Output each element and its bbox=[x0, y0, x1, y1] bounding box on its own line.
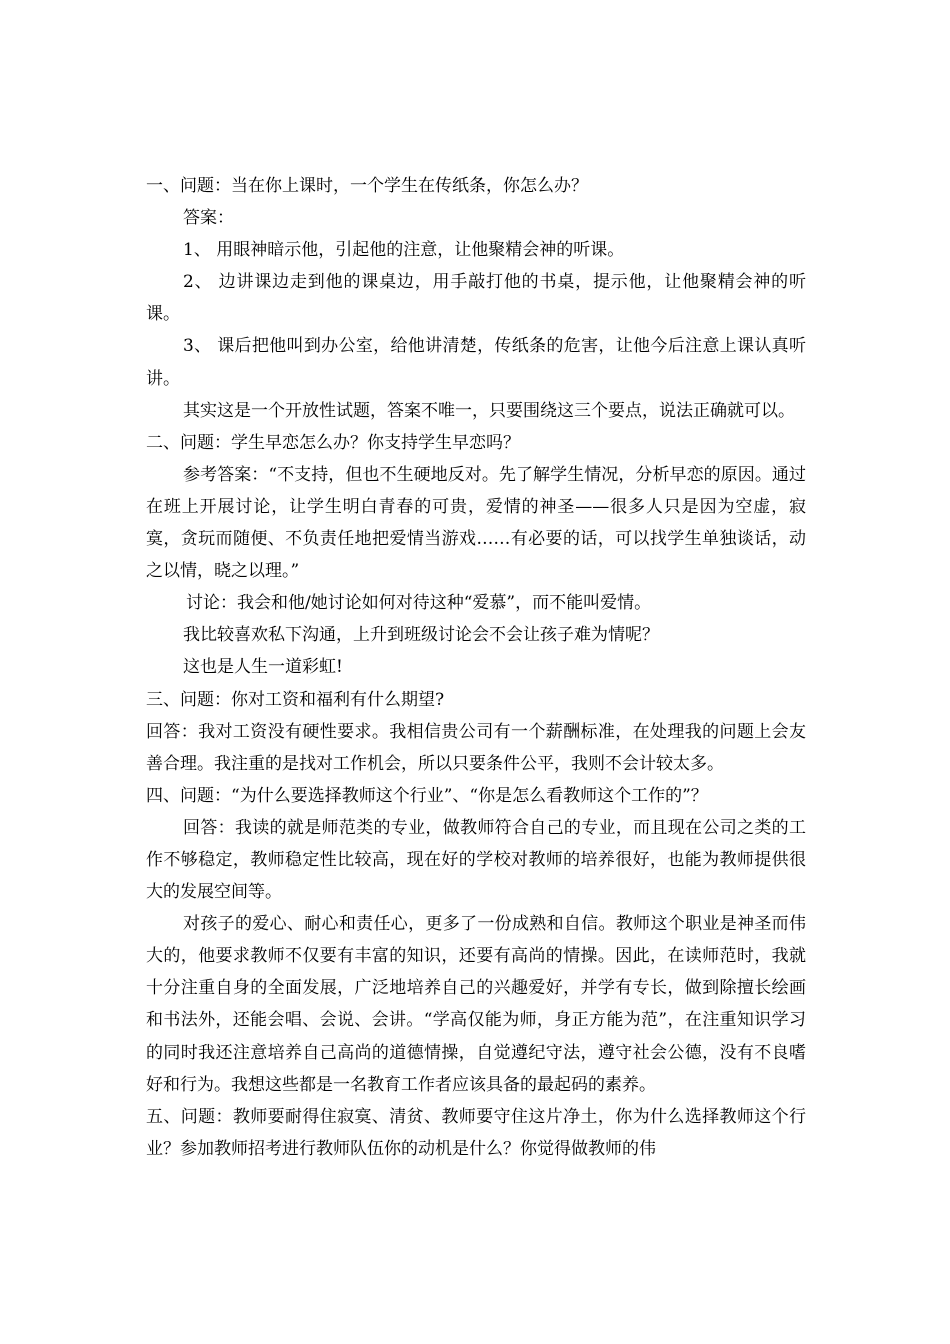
answer-label: 答案： bbox=[183, 208, 234, 229]
question-4-answer: 回答：我读的就是师范类的专业，做教师符合自己的专业，而且现在公司之类的工作不够稳定，教师稳定性比较高，现在好的学校对教师的培养很好，也能为教师提供很大的发展空间等。 bbox=[146, 817, 806, 903]
question-4-heading: 四、问题：“为什么要选择教师这个行业”、“你是怎么看教师这个工作的”？ bbox=[146, 785, 708, 806]
question-3-answer: 回答：我对工资没有硬性要求。我相信贵公司有一个薪酬标准，在处理我的问题上会友善合理。我注重的是找对工作机会，所以只要条件公平，我则不会计较太多。 bbox=[146, 721, 806, 774]
question-4-answer-continued: 对孩子的爱心、耐心和责任心，更多了一份成熟和自信。教师这个职业是神圣而伟大的，他要求教师不仅要有丰富的知识，还要有高尚的情操。因此，在读师范时，我就十分注重自身的全面发展，广泛地培养自己的兴趣爱好，并学有专长，做到除擅长绘画和书法外，还能会唱、会说、会讲。“学高仅能为师，身正方能为范”，在注重知识学习的同时我还注意培养自己高尚的道德情操，自觉遵纪守法，遵守社会公德，没有不良嗜好和行为。我想这些都是一名教育工作者应该具备的最起码的素养。 bbox=[146, 914, 806, 1095]
question-1-heading: 一、问题：当在你上课时，一个学生在传纸条，你怎么办？ bbox=[146, 176, 588, 196]
answer-item-3: 3、 课后把他叫到办公室，给他讲清楚，传纸条的危害，让他今后注意上课认真听讲。 bbox=[146, 336, 806, 389]
rainbow-paragraph: 这也是人生一道彩虹! bbox=[183, 657, 343, 678]
answer-note: 其实这是一个开放性试题，答案不唯一，只要围绕这三个要点，说法正确就可以。 bbox=[183, 400, 795, 421]
document-body bbox=[146, 170, 806, 1165]
answer-item-2: 2、 边讲课边走到他的课桌边，用手敲打他的书桌，提示他，让他聚精会神的听课。 bbox=[146, 272, 806, 325]
discussion-paragraph: 讨论：我会和他/她讨论如何对待这种“爱慕”，而不能叫爱情。 bbox=[186, 593, 652, 614]
private-communication-paragraph: 我比较喜欢私下沟通，上升到班级讨论会不会让孩子难为情呢？ bbox=[183, 625, 659, 646]
reference-answer: 参考答案：“不支持，但也不生硬地反对。先了解学生情况，分析早恋的原因。通过在班上开展讨论，让学生明白青春的可贵，爱情的神圣——很多人只是因为空虚，寂寞，贪玩而随便、不负责任地把爱情当游戏……有必要的话，可以找学生单独谈话，动之以情，晓之以理。” bbox=[146, 464, 806, 582]
question-2-heading: 二、问题：学生早恋怎么办？你支持学生早恋吗？ bbox=[146, 432, 520, 453]
question-5-heading: 五、问题：教师要耐得住寂寞、清贫、教师要守住这片净土，你为什么选择教师这个行业？参加教师招考进行教师队伍你的动机是什么？你觉得做教师的伟 bbox=[146, 1106, 806, 1159]
question-3-heading: 三、问题：你对工资和福利有什么期望? bbox=[146, 689, 445, 710]
answer-item-1: 1、 用眼神暗示他，引起他的注意，让他聚精会神的听课。 bbox=[183, 240, 625, 261]
